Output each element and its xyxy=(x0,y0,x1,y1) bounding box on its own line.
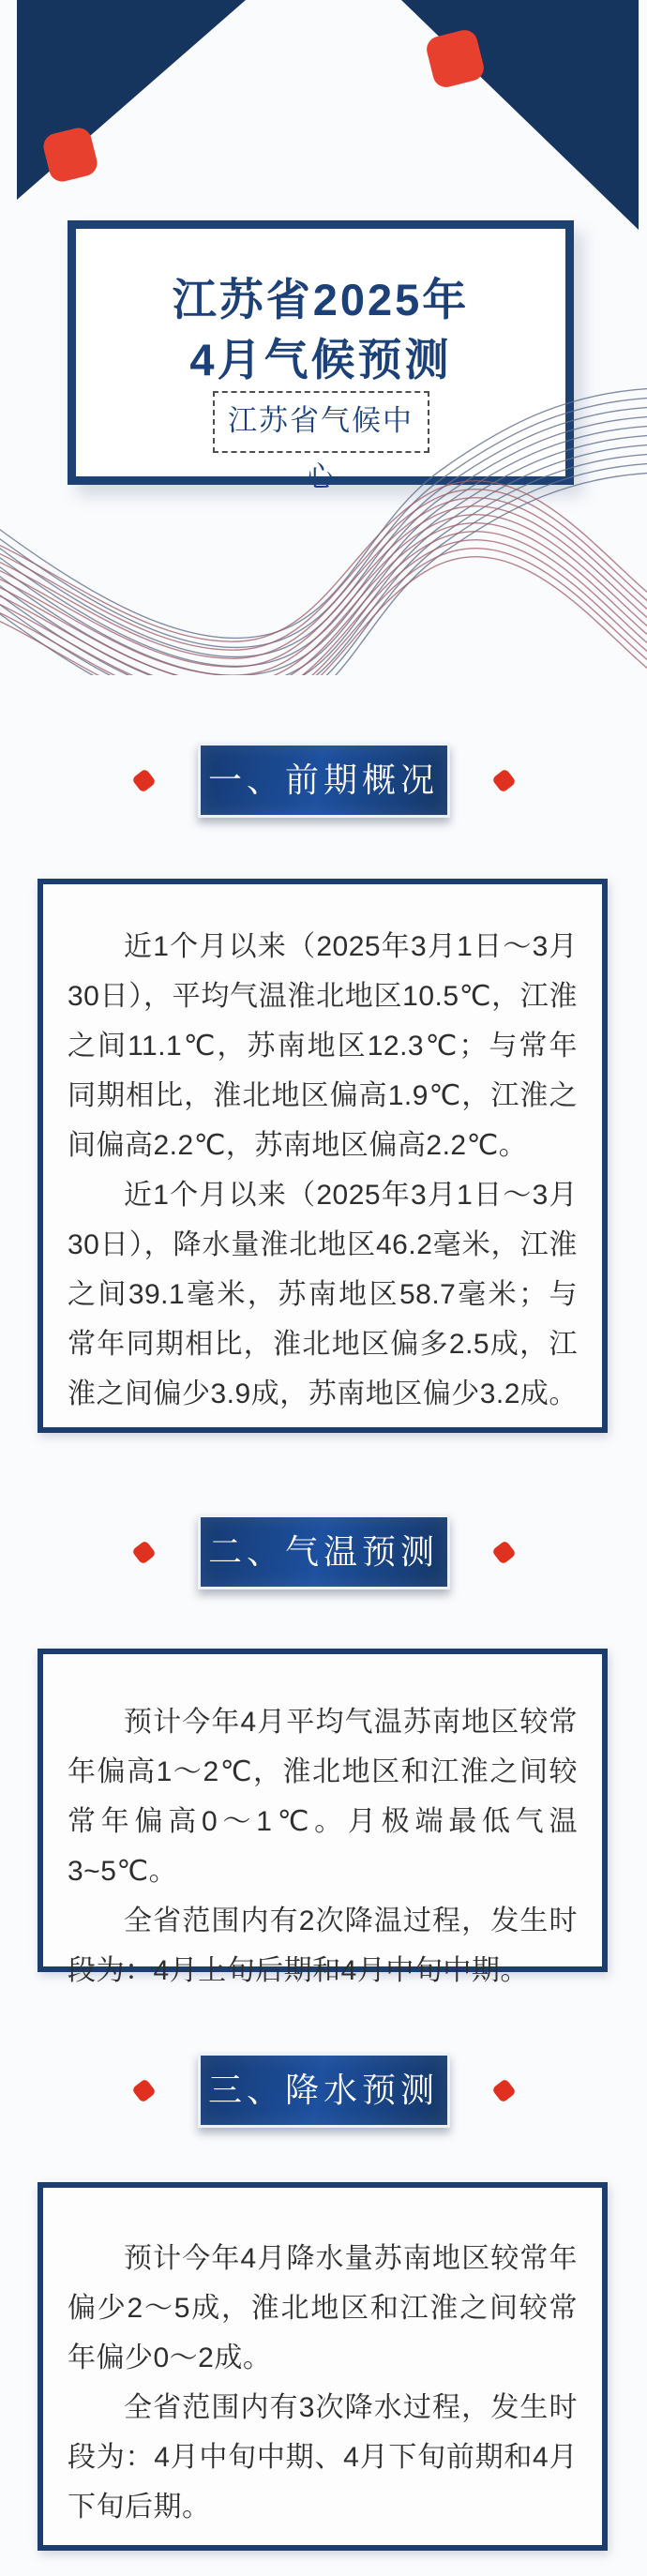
section-2-header-row xyxy=(0,1514,647,1589)
paragraph: 全省范围内有3次降水过程，发生时段为：4月中旬中期、4月下旬前期和4月下旬后期。 xyxy=(68,2392,578,2523)
section-2-body-box xyxy=(38,1649,608,1986)
page-title-line2: 4月气候预测 xyxy=(189,335,452,384)
red-diamond-icon xyxy=(491,1540,517,1565)
red-diamond-icon xyxy=(131,1540,157,1565)
org-name-badge: 江苏省气候中心 xyxy=(213,391,429,453)
section-3-body-box xyxy=(38,2182,608,2551)
section-3-heading: 三、降水预测 xyxy=(198,2053,450,2128)
section-2-heading: 二、气温预测 xyxy=(198,1514,450,1589)
section-1-heading: 一、前期概况 xyxy=(198,743,450,818)
section-1-body-box xyxy=(38,879,608,1433)
wave-lines-decoration xyxy=(0,383,647,675)
red-diamond-icon xyxy=(491,2078,517,2103)
paragraph: 近1个月以来（2025年3月1日～3月30日），降水量淮北地区46.2毫米，江淮之间39.1毫米，苏南地区58.7毫米；与常年同期相比，淮北地区偏多2.5成，江淮之间偏少3.9成，苏南地区偏少3.2成。 xyxy=(68,1180,578,1409)
paragraph: 预计今年4月降水量苏南地区较常年偏少2～5成，淮北地区和江淮之间较常年偏少0～2成。 xyxy=(68,2243,578,2373)
paragraph: 预计今年4月平均气温苏南地区较常年偏高1～2℃，淮北地区和江淮之间较常年偏高0～1℃。月极端最低气温3~5℃。 xyxy=(68,1707,578,1887)
corner-triangle-right xyxy=(401,0,639,230)
page-title-line1: 江苏省2025年 xyxy=(172,275,470,324)
red-diamond-icon xyxy=(131,768,157,793)
red-diamond-icon xyxy=(491,768,517,793)
red-diamond-icon xyxy=(131,2078,157,2103)
section-3-header-row xyxy=(0,2053,647,2128)
section-1-header-row xyxy=(0,743,647,818)
paragraph: 全省范围内有2次降温过程，发生时段为：4月上旬后期和4月中旬中期。 xyxy=(68,1906,578,1986)
paragraph: 近1个月以来（2025年3月1日～3月30日），平均气温淮北地区10.5℃，江淮之间11.1℃，苏南地区12.3℃；与常年同期相比，淮北地区偏高1.9℃，江淮之间偏高2.2℃，苏南地区偏高2.2℃。 xyxy=(68,931,578,1161)
